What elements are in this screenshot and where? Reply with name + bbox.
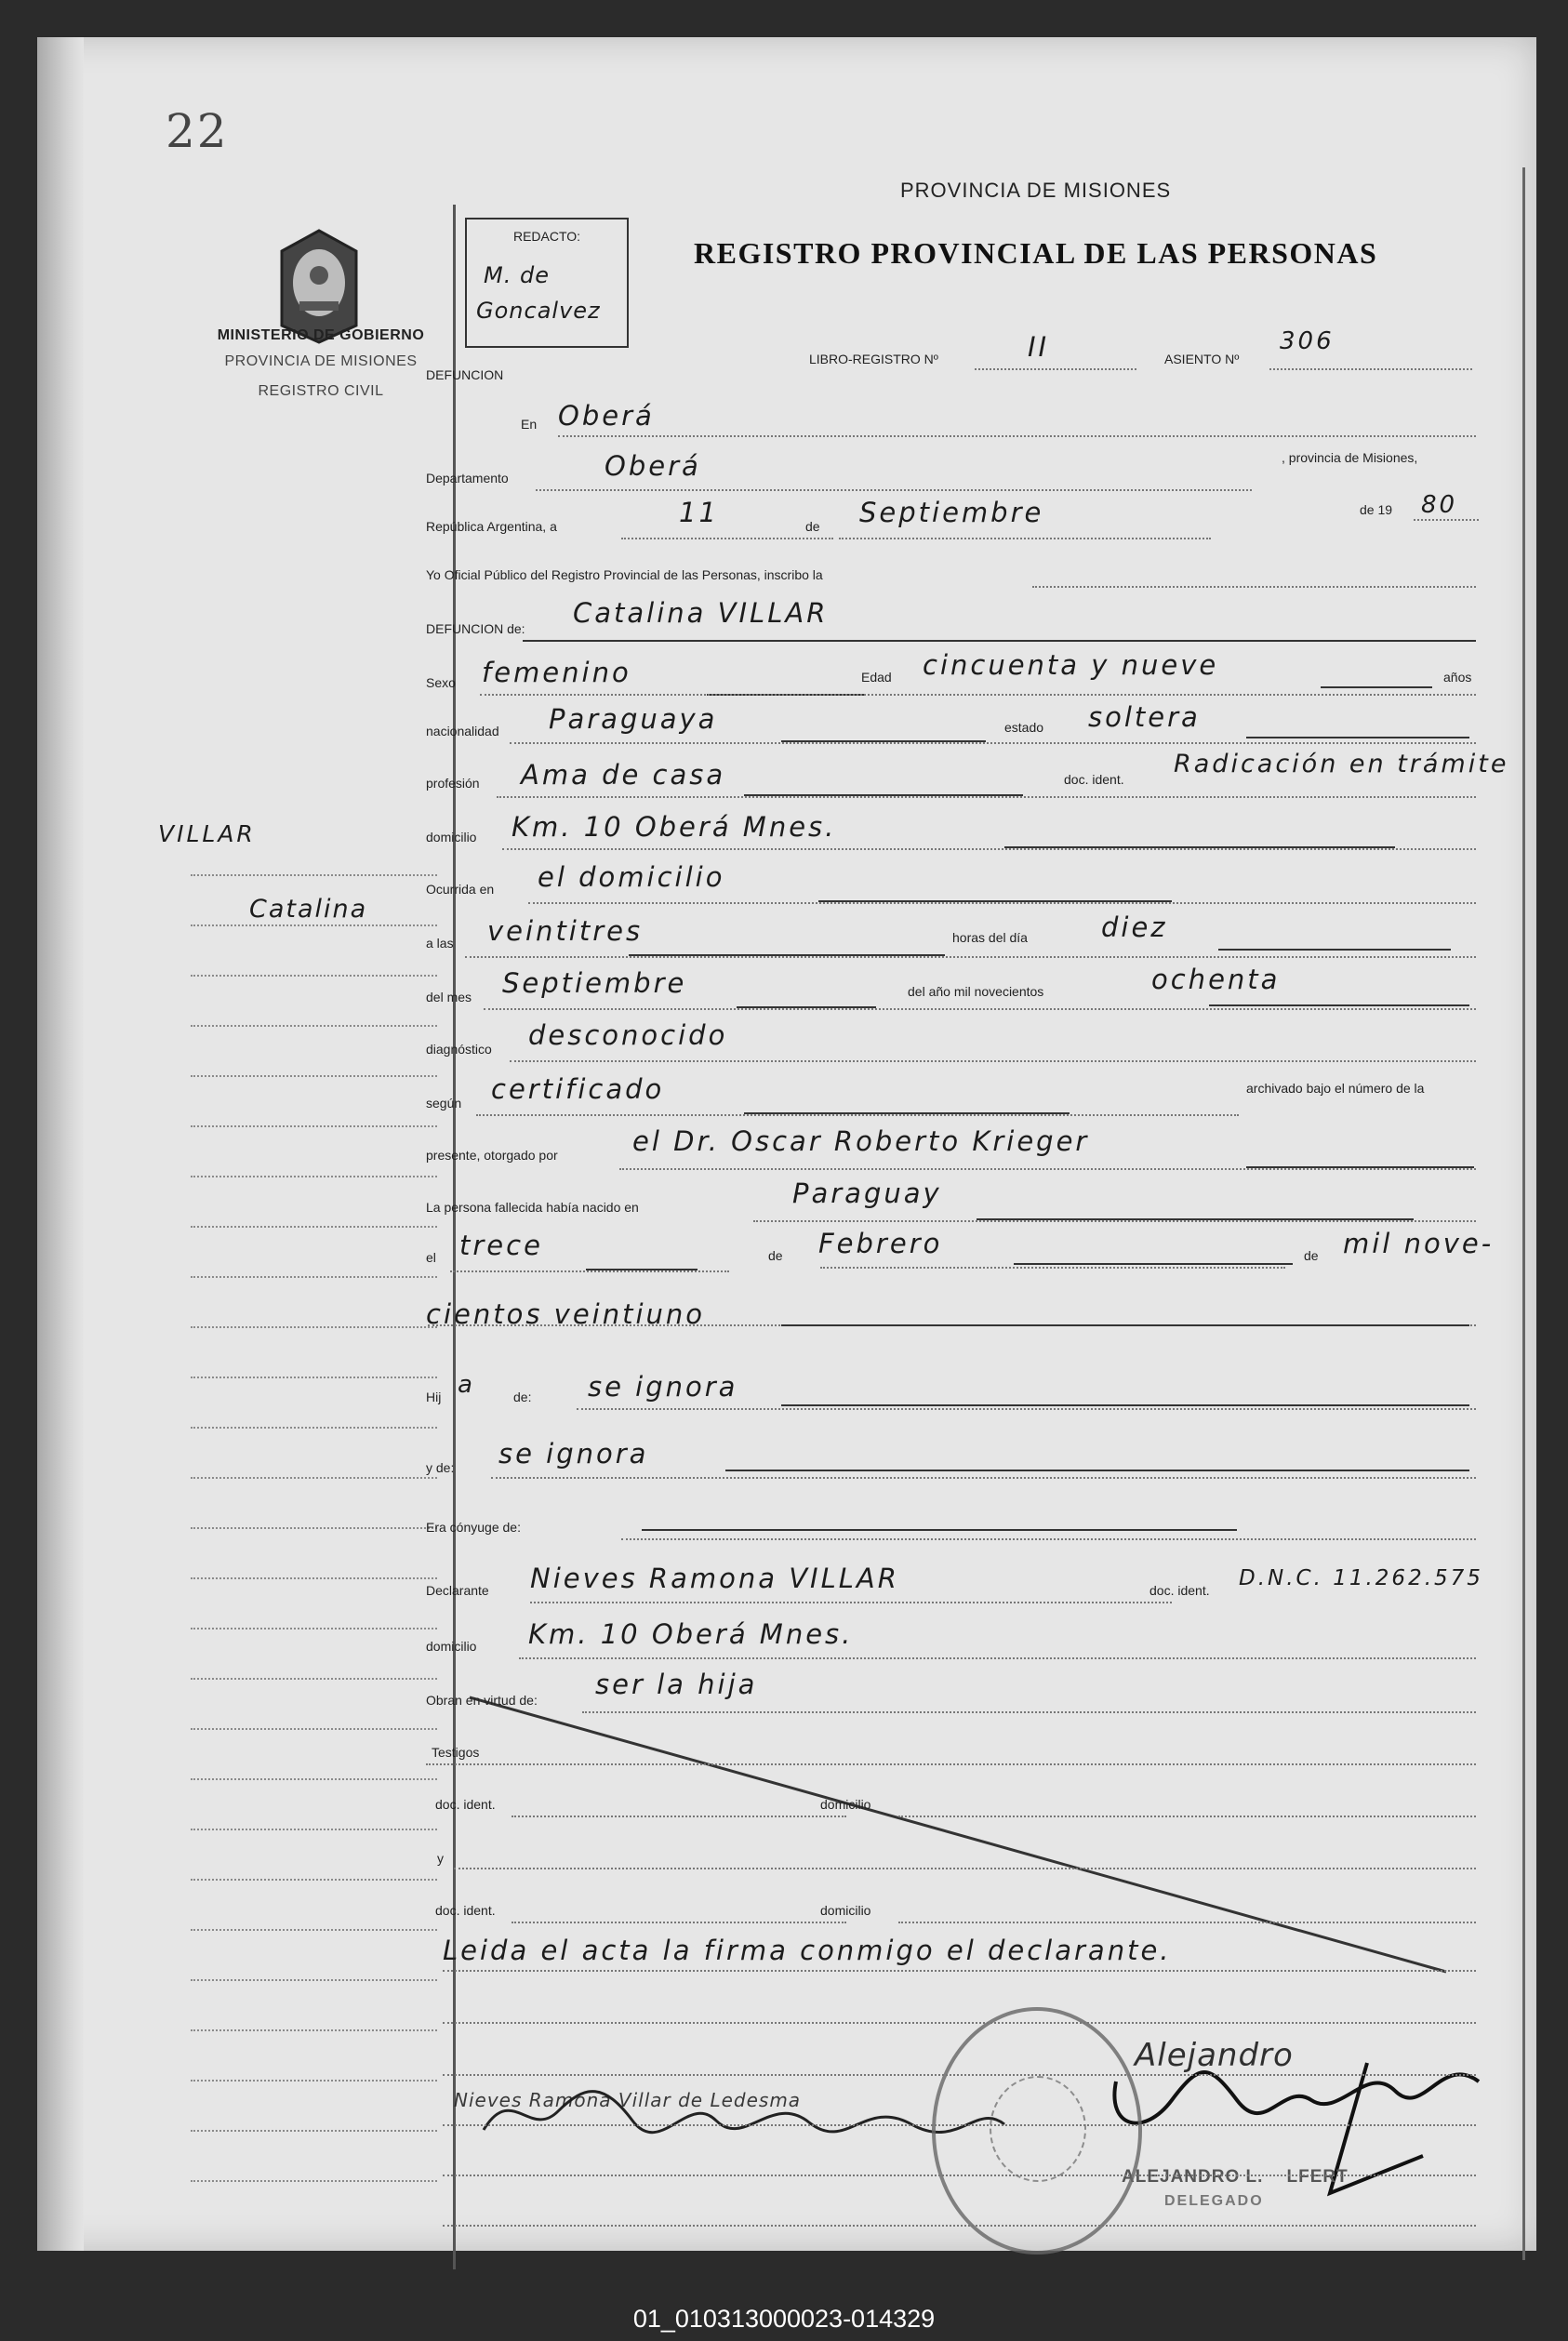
dotted-line	[512, 1816, 846, 1817]
margin-dotted-line	[191, 1176, 437, 1177]
margin-dotted-line	[191, 1778, 437, 1780]
label-del-mes: del mes	[426, 990, 472, 1004]
margin-dotted-line	[191, 1025, 437, 1027]
margin-dotted-line	[191, 1427, 437, 1429]
dotted-line	[443, 2175, 1476, 2176]
dotted-line	[582, 1711, 1476, 1713]
margin-dotted-line	[191, 1075, 437, 1077]
dotted-line	[480, 694, 1476, 696]
registry-label: REGISTRO CIVIL	[258, 383, 384, 399]
label-de19: de 19	[1360, 502, 1393, 517]
cancellation-stroke	[460, 1693, 1493, 2028]
dotted-line	[484, 1008, 1476, 1010]
label-a-las: a las	[426, 936, 454, 951]
label-anos: años	[1443, 670, 1472, 685]
label-doc-ident-t1: doc. ident.	[435, 1797, 496, 1812]
dotted-line	[619, 1168, 1476, 1170]
value-domicilio: Km. 10 Oberá Mnes.	[512, 811, 837, 843]
dotted-line	[530, 1602, 1172, 1603]
value-diagnostico: desconocido	[528, 1019, 728, 1051]
value-dia: diez	[1101, 911, 1168, 943]
value-el: trece	[459, 1230, 543, 1261]
asiento-label: ASIENTO Nº	[1164, 352, 1240, 366]
label-obran: Obran en virtud de:	[426, 1693, 538, 1708]
official-signature-text: Alejandro	[1135, 2037, 1294, 2074]
label-presente: presente, otorgado por	[426, 1148, 558, 1163]
libro-value: II	[1028, 331, 1050, 363]
ruled-line	[725, 1470, 1469, 1471]
label-edad: Edad	[861, 670, 892, 685]
ruled-line	[1246, 737, 1469, 738]
value-mes: Septiembre	[502, 967, 687, 999]
dotted-line	[512, 1922, 846, 1923]
margin-dotted-line	[191, 1377, 437, 1378]
dotted-line	[1032, 586, 1476, 588]
document-page	[37, 37, 1536, 2251]
margin-dotted-line	[191, 1477, 437, 1479]
margin-dotted-line	[191, 924, 437, 926]
margin-dotted-line	[191, 1929, 437, 1931]
label-hij: Hij	[426, 1390, 442, 1404]
label-ocurrida: Ocurrida en	[426, 882, 495, 897]
dotted-line	[898, 1922, 1476, 1923]
redacto-line1: M. de	[484, 262, 550, 288]
margin-name: Catalina	[249, 895, 368, 924]
label-nacionalidad: nacionalidad	[426, 724, 499, 738]
value-nacido-en: Paraguay	[792, 1177, 942, 1209]
value-hij-suffix: a	[458, 1371, 475, 1399]
label-diagnostico: diagnóstico	[426, 1042, 492, 1057]
label-de: de	[805, 519, 820, 534]
dotted-line	[454, 1868, 1476, 1869]
value-month: Septiembre	[859, 497, 1044, 528]
dotted-line	[443, 1970, 1476, 1972]
book-spine	[37, 37, 84, 2251]
redacto-line2: Goncalvez	[476, 298, 601, 324]
label-el: el	[426, 1250, 436, 1265]
dotted-line	[558, 435, 1476, 437]
margin-dotted-line	[191, 1728, 437, 1730]
value-de-mes: Febrero	[818, 1228, 943, 1259]
dotted-line	[510, 742, 1476, 744]
label-yo-oficial: Yo Oficial Público del Registro Provincial de las Personas, inscribo la	[426, 567, 823, 582]
ruled-line	[642, 1529, 1237, 1531]
margin-dotted-line	[191, 2180, 437, 2182]
dotted-line	[491, 1477, 1476, 1479]
record-type: DEFUNCION	[426, 367, 504, 382]
ruled-line	[1014, 1263, 1293, 1265]
right-rule	[1522, 167, 1525, 2260]
margin-dotted-line	[191, 1527, 437, 1529]
ruled-line	[1209, 1004, 1469, 1006]
label-declarante: Declarante	[426, 1583, 489, 1598]
margin-dotted-line	[191, 1226, 437, 1228]
margin-dotted-line	[191, 2080, 437, 2082]
label-segun: según	[426, 1096, 462, 1111]
dotted-line	[465, 956, 1476, 958]
value-otorgado: el Dr. Oscar Roberto Krieger	[632, 1125, 1090, 1157]
margin-dotted-line	[191, 975, 437, 977]
margin-surname: VILLAR	[158, 820, 256, 847]
redacto-box	[465, 218, 629, 348]
dotted-line	[443, 2225, 1476, 2227]
value-sexo: femenino	[482, 657, 631, 688]
value-day: 11	[679, 497, 719, 528]
dotted-line	[1414, 519, 1479, 521]
value-decl-domicilio: Km. 10 Oberá Mnes.	[528, 1618, 854, 1650]
value-ano-cont: cientos veintiuno	[426, 1298, 706, 1330]
label-de-b: de	[768, 1248, 783, 1263]
label-domicilio: domicilio	[426, 830, 477, 845]
label-domicilio-t2: domicilio	[820, 1903, 871, 1918]
margin-dotted-line	[191, 1628, 437, 1629]
label-defuncion-de: DEFUNCION de:	[426, 621, 525, 636]
ministry-label: MINISTERIO DE GOBIERNO	[217, 327, 425, 343]
dotted-line	[621, 538, 833, 539]
dotted-line	[577, 1408, 1476, 1410]
value-declarante: Nieves Ramona VILLAR	[530, 1563, 899, 1594]
value-decl-doc: D.N.C. 11.262.575	[1239, 1566, 1483, 1590]
label-horas-dia: horas del día	[952, 930, 1028, 945]
label-de-c: de	[1304, 1248, 1319, 1263]
label-testigos: Testigos	[432, 1745, 480, 1760]
dotted-line	[753, 1220, 1476, 1222]
label-del-ano: del año mil novecientos	[908, 984, 1044, 999]
ruled-line	[781, 1324, 1469, 1326]
value-de-ano: mil nove-	[1343, 1228, 1495, 1259]
ruled-line	[523, 640, 1476, 642]
province-label: PROVINCIA DE MISIONES	[224, 353, 418, 369]
dotted-line	[898, 1816, 1476, 1817]
image-id-footer: 01_010313000023-014329	[632, 2305, 936, 2333]
label-departamento: Departamento	[426, 471, 509, 485]
official-stamp-title: DELEGADO	[1164, 2193, 1264, 2209]
value-nacionalidad: Paraguaya	[549, 703, 718, 735]
label-y: y	[437, 1851, 444, 1866]
label-doc-ident-decl: doc. ident.	[1149, 1583, 1210, 1598]
official-seal	[932, 2007, 1142, 2255]
redacto-label: REDACTO:	[512, 229, 581, 244]
label-estado: estado	[1004, 720, 1044, 735]
declarant-signature-text: Nieves Ramona Villar de Ledesma	[454, 2089, 802, 2111]
margin-dotted-line	[191, 1979, 437, 1981]
margin-dotted-line	[191, 2029, 437, 2031]
label-domicilio-t1: domicilio	[820, 1797, 871, 1812]
dotted-line	[839, 538, 1211, 539]
margin-dotted-line	[191, 874, 437, 876]
label-republica: República Argentina, a	[426, 519, 557, 534]
label-sexo: Sexo	[426, 675, 456, 690]
value-edad: cincuenta y nueve	[923, 649, 1219, 681]
dotted-line	[510, 1060, 1476, 1062]
asiento-value: 306	[1280, 327, 1335, 355]
dotted-line	[443, 2074, 1476, 2076]
margin-dotted-line	[191, 1125, 437, 1127]
dotted-line	[502, 848, 1476, 850]
libro-label: LIBRO-REGISTRO Nº	[809, 352, 938, 366]
dotted-line	[443, 2124, 1476, 2126]
value-year: 80	[1421, 491, 1458, 519]
value-segun: certificado	[491, 1073, 665, 1105]
value-doc-ident: Radicación en trámite	[1174, 750, 1509, 778]
margin-dotted-line	[191, 1326, 437, 1328]
label-de-hij: de:	[513, 1390, 532, 1404]
value-en: Oberá	[558, 400, 655, 432]
dotted-line	[497, 796, 1476, 798]
value-profesion: Ama de casa	[521, 759, 726, 791]
dotted-line	[450, 1270, 729, 1272]
seal-emblem-icon	[990, 2076, 1086, 2182]
margin-dotted-line	[191, 2130, 437, 2132]
header-province: PROVINCIA DE MISIONES	[900, 179, 1172, 202]
label-en: En	[521, 417, 538, 432]
label-doc-ident-t2: doc. ident.	[435, 1903, 496, 1918]
ruled-line	[1321, 686, 1432, 688]
label-conyuge: Era cónyuge de:	[426, 1520, 521, 1535]
label-doc-ident: doc. ident.	[1064, 772, 1124, 787]
value-ocurrida: el domicilio	[538, 861, 725, 893]
header-title: REGISTRO PROVINCIAL DE LAS PERSONAS	[694, 236, 1378, 270]
dotted-line	[536, 489, 1252, 491]
dotted-line	[820, 1267, 1285, 1269]
value-estado: soltera	[1088, 701, 1201, 733]
value-obran: ser la hija	[595, 1669, 758, 1700]
dotted-line	[426, 1763, 1476, 1765]
ruled-line	[781, 1404, 1469, 1406]
dotted-line	[519, 1657, 1476, 1659]
margin-dotted-line	[191, 1829, 437, 1830]
label-persona-nacido: La persona fallecida había nacido en	[426, 1200, 639, 1215]
value-departamento: Oberá	[605, 450, 701, 482]
value-leida: Leida el acta la firma conmigo el declarante.	[443, 1935, 1172, 1966]
margin-dotted-line	[191, 1678, 437, 1680]
margin-dotted-line	[191, 1879, 437, 1881]
value-a-las: veintitres	[487, 915, 644, 947]
dotted-line	[443, 2022, 1476, 2024]
value-madre: se ignora	[498, 1438, 649, 1470]
dotted-line	[528, 902, 1476, 904]
label-domicilio-decl: domicilio	[426, 1639, 477, 1654]
margin-dotted-line	[191, 1577, 437, 1579]
margin-dotted-line	[191, 1276, 437, 1278]
official-stamp-name: ALEJANDRO L. LFERT	[1122, 2167, 1349, 2187]
label-provincia: , provincia de Misiones,	[1282, 450, 1418, 465]
value-defuncion-de: Catalina VILLAR	[573, 597, 829, 629]
value-ano: ochenta	[1151, 964, 1281, 995]
dotted-line	[476, 1114, 1239, 1116]
label-y-de: y de:	[426, 1460, 455, 1475]
page-number: 22	[166, 104, 229, 158]
label-archivado: archivado bajo el número de la	[1246, 1081, 1425, 1096]
ruled-line	[1218, 949, 1451, 951]
value-padre: se ignora	[588, 1371, 738, 1403]
dotted-line	[621, 1538, 1476, 1540]
label-profesion: profesión	[426, 776, 480, 791]
